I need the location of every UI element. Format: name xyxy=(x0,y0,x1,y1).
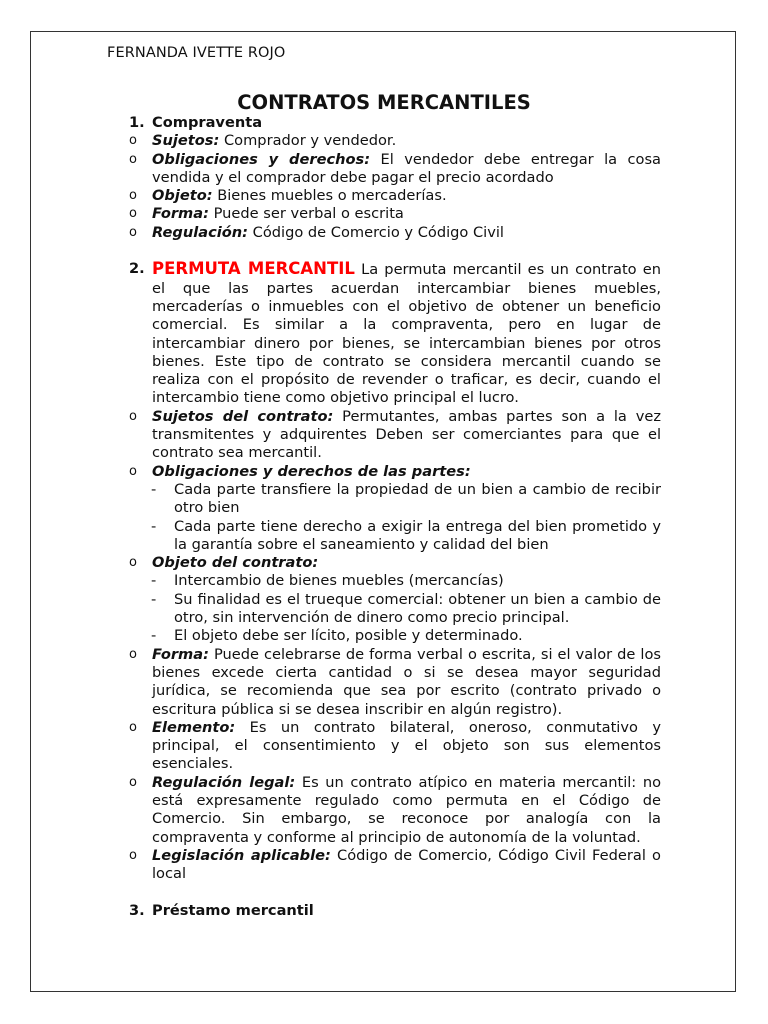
item-label: Sujetos: xyxy=(152,132,220,150)
sub-item xyxy=(129,627,661,645)
bullet-icon: o xyxy=(129,206,137,222)
item-text: Puede celebrarse de forma verbal o escrita, si el valor de los bienes excede cierta cantidad o si se desea mayor seguridad jurídica, se recomienda que sea por escrito (contrato privado o escritura pública si se desea inscribir en algún registro). xyxy=(152,645,661,718)
list-item xyxy=(129,408,661,463)
item-label: Regulación: xyxy=(152,223,248,241)
dash-icon: - xyxy=(151,480,157,498)
list-item xyxy=(129,151,661,188)
bullet-icon: o xyxy=(129,847,137,863)
item-text: Bienes muebles o mercaderías. xyxy=(212,187,447,205)
list-item xyxy=(129,463,661,481)
section-title: Compraventa xyxy=(152,114,263,131)
dash-icon: - xyxy=(151,590,157,608)
item-label: Forma: xyxy=(152,645,209,663)
dash-icon: - xyxy=(151,627,157,645)
bullet-icon: o xyxy=(129,555,137,571)
item-text: Puede ser verbal o escrita xyxy=(208,205,404,223)
list-item xyxy=(129,132,661,150)
list-item xyxy=(129,646,661,719)
sub-item xyxy=(129,518,661,555)
document-body xyxy=(129,114,661,920)
bullet-icon: o xyxy=(129,133,137,149)
item-label: Objeto: xyxy=(152,187,213,205)
section-number: 2. xyxy=(129,260,145,278)
section-prestamo-heading xyxy=(129,902,661,920)
spacer xyxy=(129,883,661,901)
item-label: Forma: xyxy=(152,205,209,223)
list-item xyxy=(129,187,661,205)
bullet-icon: o xyxy=(129,151,137,167)
item-label: Elemento: xyxy=(152,718,236,736)
section-compraventa-heading xyxy=(129,114,661,132)
item-text: Es un contrato bilateral, oneroso, conmutativo y principal, el consentimiento y el objeto son sus elementos esenciales. xyxy=(152,718,661,773)
item-text: Código de Comercio y Código Civil xyxy=(248,223,504,241)
dash-icon: - xyxy=(151,572,157,590)
bullet-icon: o xyxy=(129,463,137,479)
sub-item xyxy=(129,481,661,518)
section-permuta-intro xyxy=(129,260,661,407)
list-item xyxy=(129,224,661,242)
sub-item-text: Intercambio de bienes muebles (mercancías) xyxy=(174,572,504,590)
item-text: Código de Comercio, Código Civil Federal o local xyxy=(152,846,661,883)
item-text: El vendedor debe entregar la cosa vendida y el comprador debe pagar el precio acordado xyxy=(152,150,661,186)
bullet-icon: o xyxy=(129,188,137,204)
spacer xyxy=(129,242,661,260)
item-text: Es un contrato atípico en materia mercantil: no está expresamente regulado como permuta en el Código de Comercio. Sin embargo, se reconoce por analogía con la compraventa y conforme al principio de autonomía de la voluntad. xyxy=(152,773,662,846)
list-item xyxy=(129,719,661,774)
sub-item-text: Cada parte transfiere la propiedad de un bien a cambio de recibir otro bien xyxy=(174,480,661,517)
list-item xyxy=(129,847,661,884)
item-label: Obligaciones y derechos: xyxy=(152,150,371,168)
item-label: Legislación aplicable: xyxy=(152,846,331,864)
section-title: Préstamo mercantil xyxy=(152,901,314,919)
sub-item-text: El objeto debe ser lícito, posible y determinado. xyxy=(174,627,523,645)
sub-item-text: Cada parte tiene derecho a exigir la entrega del bien prometido y la garantía sobre el saneamiento y calidad del bien xyxy=(174,517,661,553)
bullet-icon: o xyxy=(129,408,137,424)
section-number: 3. xyxy=(129,901,145,919)
item-label: Regulación legal: xyxy=(152,773,296,791)
sub-item xyxy=(129,591,661,628)
sub-item xyxy=(129,572,661,590)
dash-icon: - xyxy=(151,517,157,535)
item-label: Sujetos del contrato: xyxy=(152,407,334,425)
bullet-icon: o xyxy=(129,646,137,662)
sub-item-text: Su finalidad es el trueque comercial: obtener un bien a cambio de otro, sin intervención de dinero como precio principal. xyxy=(174,590,661,627)
bullet-icon: o xyxy=(129,774,137,790)
section-title: PERMUTA MERCANTIL xyxy=(152,259,355,279)
item-text: Permutantes, ambas partes son a la vez transmitentes y adquirentes Deben ser comerciantes para que el contrato sea mercantil. xyxy=(152,407,661,462)
item-text: Comprador y vendedor. xyxy=(219,132,397,150)
bullet-icon: o xyxy=(129,224,137,240)
list-item xyxy=(129,205,661,223)
list-item xyxy=(129,554,661,572)
section-number: 1. xyxy=(129,114,145,131)
item-label: Obligaciones y derechos de las partes: xyxy=(152,462,471,480)
page-title: CONTRATOS MERCANTILES xyxy=(237,91,531,114)
list-item xyxy=(129,774,661,847)
author-name: FERNANDA IVETTE ROJO xyxy=(107,45,286,61)
item-label: Objeto del contrato: xyxy=(152,554,319,572)
section-intro-text: La permuta mercantil es un contrato en el que las partes acuerdan intercambiar bienes muebles, mercaderías o inmuebles con el objetivo de obtener un beneficio comercial. Es similar a la compraventa, pero en lugar de intercambiar dinero por bienes, se intercambian bienes por otros bienes. Este tipo de contrato se considera mercantil cuando se realiza con el propósito de revender o traficar, es decir, cuando el intercambio tiene como objetivo principal el lucro. xyxy=(152,261,661,407)
bullet-icon: o xyxy=(129,719,137,735)
